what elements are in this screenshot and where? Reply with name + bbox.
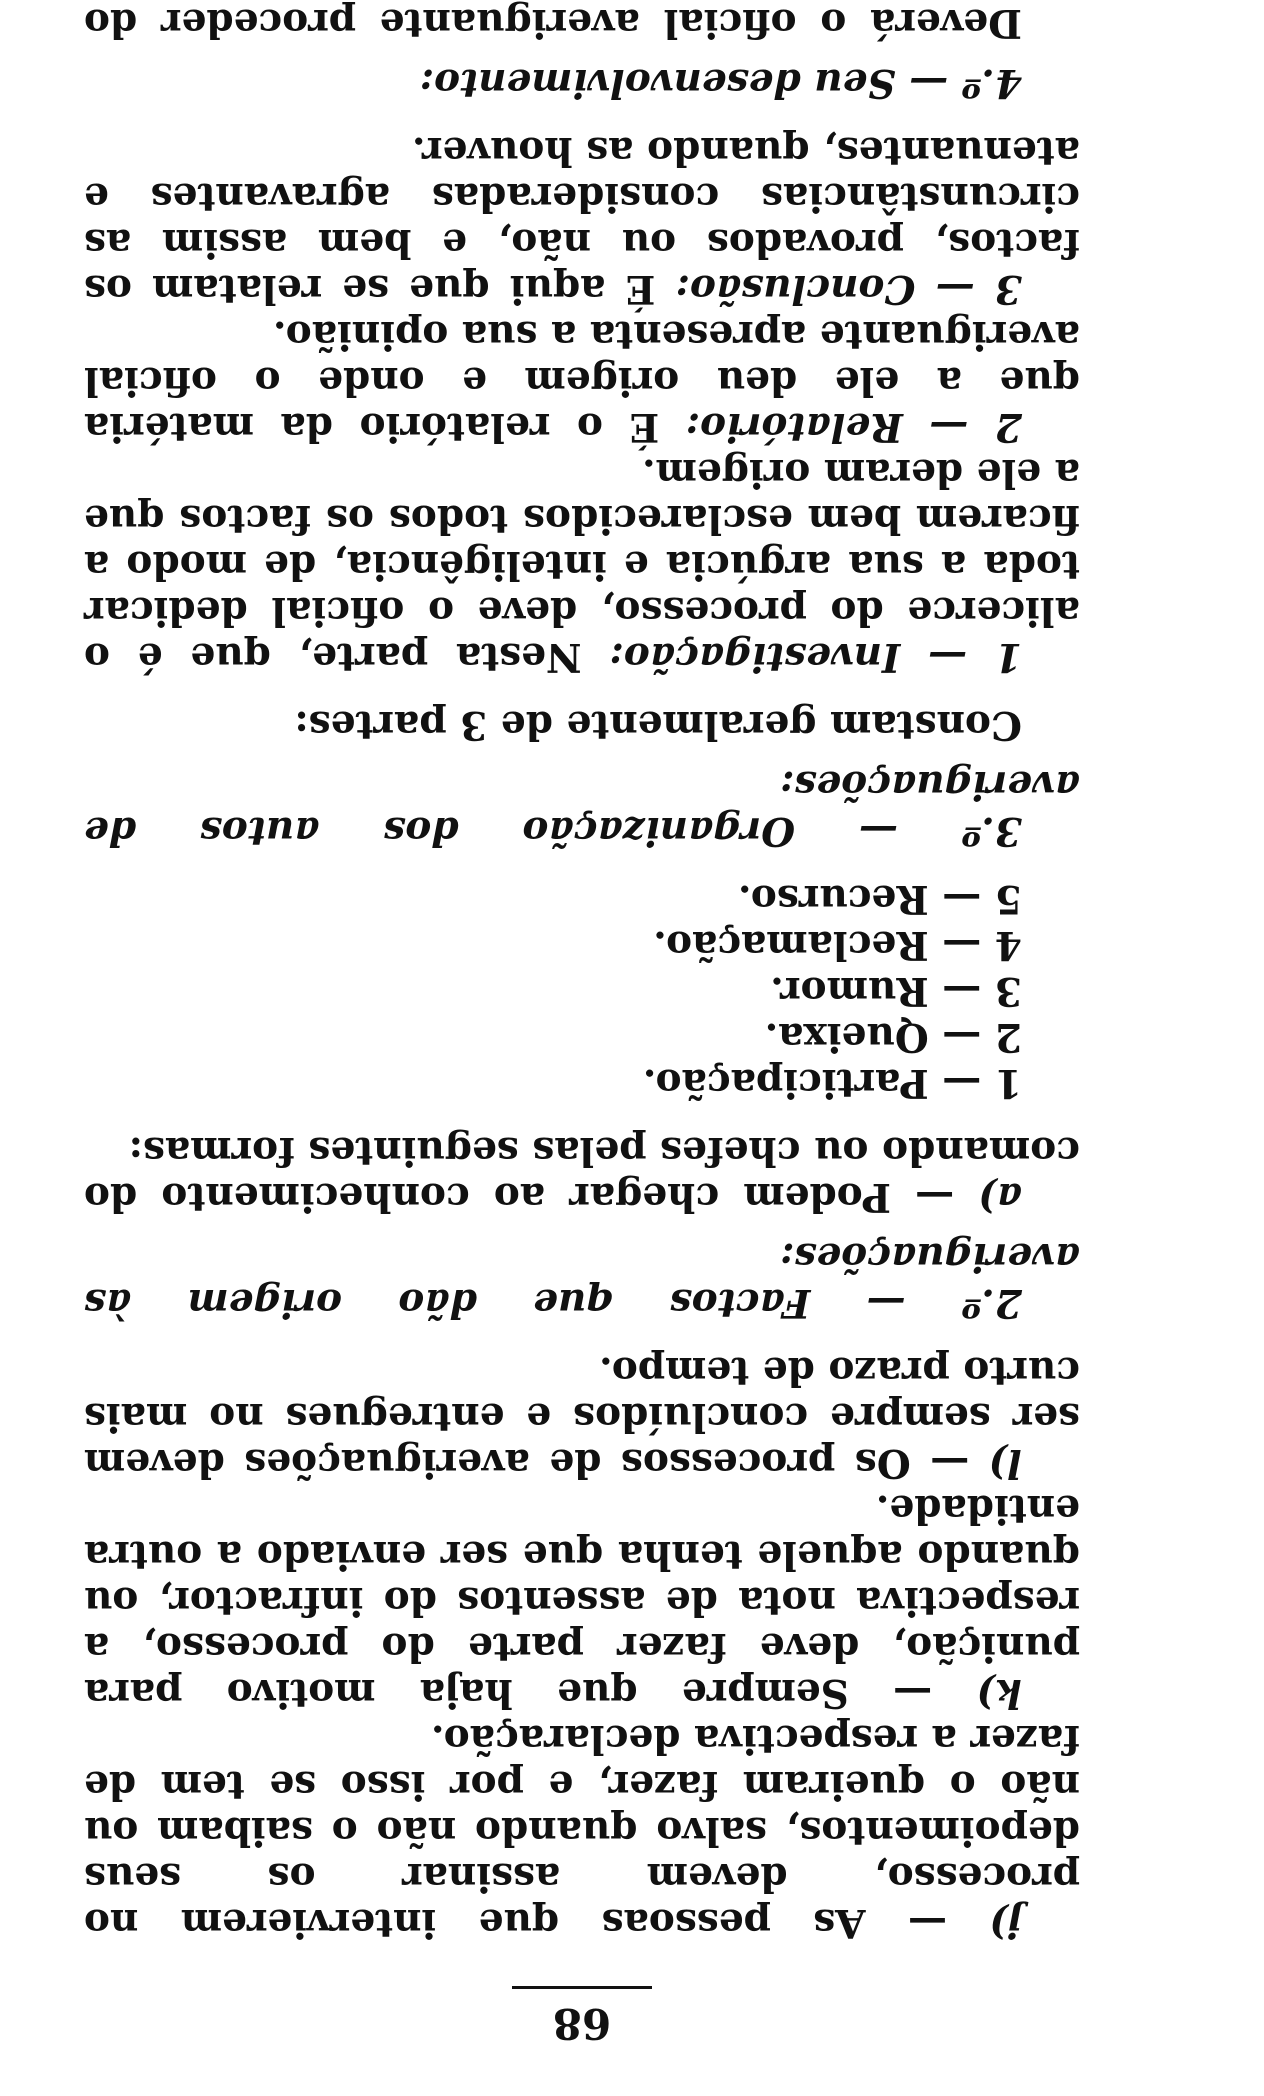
- list-item: 2 — Queixa.: [764, 1014, 1022, 1060]
- part-3-text: É aqui que se relatam os factos, provados ou não, e bem assim as circunstâncias consideradas agravantes e atenuantes, quando as houver.: [84, 128, 1080, 312]
- part-1: [84, 450, 1080, 680]
- part-2-label: 2 — Relatório:: [685, 404, 1022, 450]
- section-3-heading: 3.º — Organização dos autos de averiguações:: [84, 762, 1080, 854]
- list-item: 3 — Rumor.: [770, 968, 1022, 1014]
- forms-list: [84, 876, 1080, 1106]
- item-k-text: — Sempre que haja motivo para punição, deve fazer parte do processo, a respectiva nota de assentos do infractor, ou quando aquele tenha que ser enviado a outra entidade.: [84, 1486, 1080, 1716]
- list-item: 4 — Reclamação.: [653, 922, 1022, 968]
- header-rule: [512, 1986, 652, 1989]
- page-content: [84, 0, 1080, 2048]
- section-3-intro: Constam geralmente de 3 partes:: [294, 702, 1022, 748]
- item-j-label: j): [989, 1900, 1022, 1946]
- part-3-label: 3 — Conclusão:: [675, 266, 1022, 312]
- page-number: 68: [552, 1999, 612, 2048]
- list-item: 1 — Participação.: [642, 1060, 1022, 1106]
- part-2: [84, 312, 1080, 450]
- part-1-label: 1 — Investigação:: [609, 634, 1022, 680]
- item-k: [84, 1486, 1080, 1716]
- item-j: [84, 1716, 1080, 1946]
- section-2-heading: 2.º — Factos que dão origem às averiguações:: [84, 1234, 1080, 1326]
- section-4-heading: 4.º — Seu desenvolvimento:: [419, 60, 1022, 106]
- item-l-text: — Os processos de averiguações devem ser sempre concluídos e entregues no mais curto prazo de tempo.: [84, 1348, 1080, 1486]
- part-3: [84, 128, 1080, 312]
- item-l-label: l): [988, 1440, 1022, 1486]
- section-2-item-a-text: — Podem chegar ao conhecimento do comando ou chefes pelas seguintes formas:: [84, 1128, 1080, 1220]
- section-2-item-a: [84, 1128, 1080, 1220]
- item-l: [84, 1348, 1080, 1486]
- section-2-item-a-label: a): [978, 1174, 1022, 1220]
- section-4-intro: Deverá o oficial averiguante proceder do: [84, 0, 1022, 46]
- part-1-text: Nesta parte, que é o alicerce do processo, deve o oficial dedicar toda a sua argúcia e inteligência, de modo a ficarem bem esclarecidos todos os factos que a ele deram origem.: [84, 450, 1080, 680]
- item-k-label: k): [976, 1670, 1022, 1716]
- list-item: 5 — Recurso.: [737, 876, 1022, 922]
- item-j-text: — As pessoas que intervierem no processo, devem assinar os seus depoimentos, salvo quando não o saibam ou não o queiram fazer, e por isso se tem de fazer a respectiva declaração.: [84, 1716, 1080, 1946]
- part-2-text: É o relatório da matéria que a ele deu origem e onde o oficial averiguante apresenta a sua opinião.: [84, 312, 1080, 450]
